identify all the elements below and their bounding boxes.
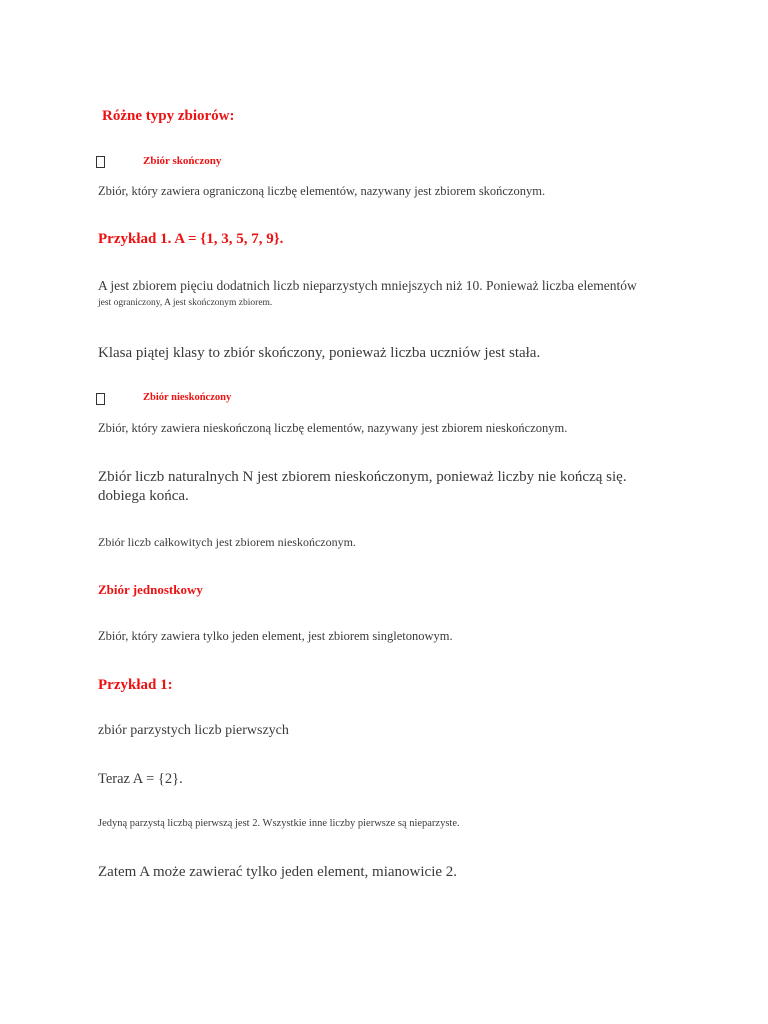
section-title-singleton: Zbiór jednostkowy — [98, 582, 203, 597]
finite-example-title: Przykład 1. A = {1, 3, 5, 7, 9}. — [98, 231, 284, 247]
singleton-definition: Zbiór, który zawiera tylko jeden element, jest zbiorem singletonowym. — [98, 629, 453, 643]
teraz-text: Teraz A = {2}. — [98, 771, 183, 787]
only-even-prime-text: Jedyną parzystą liczbą pierwszą jest 2. Wszystkie inne liczby pierwsze są nieparzyste. — [98, 818, 460, 829]
section-title-finite: Zbiór skończony — [143, 155, 222, 167]
singleton-example-title: Przykład 1: — [98, 677, 173, 693]
conclusion-text: Zatem A może zawierać tylko jeden element, mianowicie 2. — [98, 864, 458, 880]
natural-numbers-example: Zbiór liczb naturalnych N jest zbiorem nieskończonym, ponieważ liczby nie kończą się. dobiega końca. — [98, 469, 627, 504]
section-title-infinite: Zbiór nieskończony — [143, 392, 232, 403]
infinite-definition: Zbiór, który zawiera nieskończoną liczbę elementów, nazywany jest zbiorem nieskończonym. — [98, 421, 568, 435]
integers-example: Zbiór liczb całkowitych jest zbiorem nieskończonym. — [98, 535, 356, 549]
even-primes-text: zbiór parzystych liczb pierwszych — [98, 723, 289, 738]
finite-example-text-line2: jest ograniczony, A jest skończonym zbiorem. — [98, 298, 273, 308]
page-heading: Różne typy zbiorów: — [102, 108, 235, 124]
square-bullet-icon — [96, 156, 105, 168]
class-example: Klasa piątej klasy to zbiór skończony, ponieważ liczba uczniów jest stała. — [98, 345, 541, 361]
square-bullet-icon — [96, 393, 105, 405]
finite-definition: Zbiór, który zawiera ograniczoną liczbę elementów, nazywany jest zbiorem skończonym. — [98, 184, 546, 198]
finite-example-text-line1: A jest zbiorem pięciu dodatnich liczb nieparzystych mniejszych niż 10. Ponieważ liczba elementów — [98, 278, 637, 293]
